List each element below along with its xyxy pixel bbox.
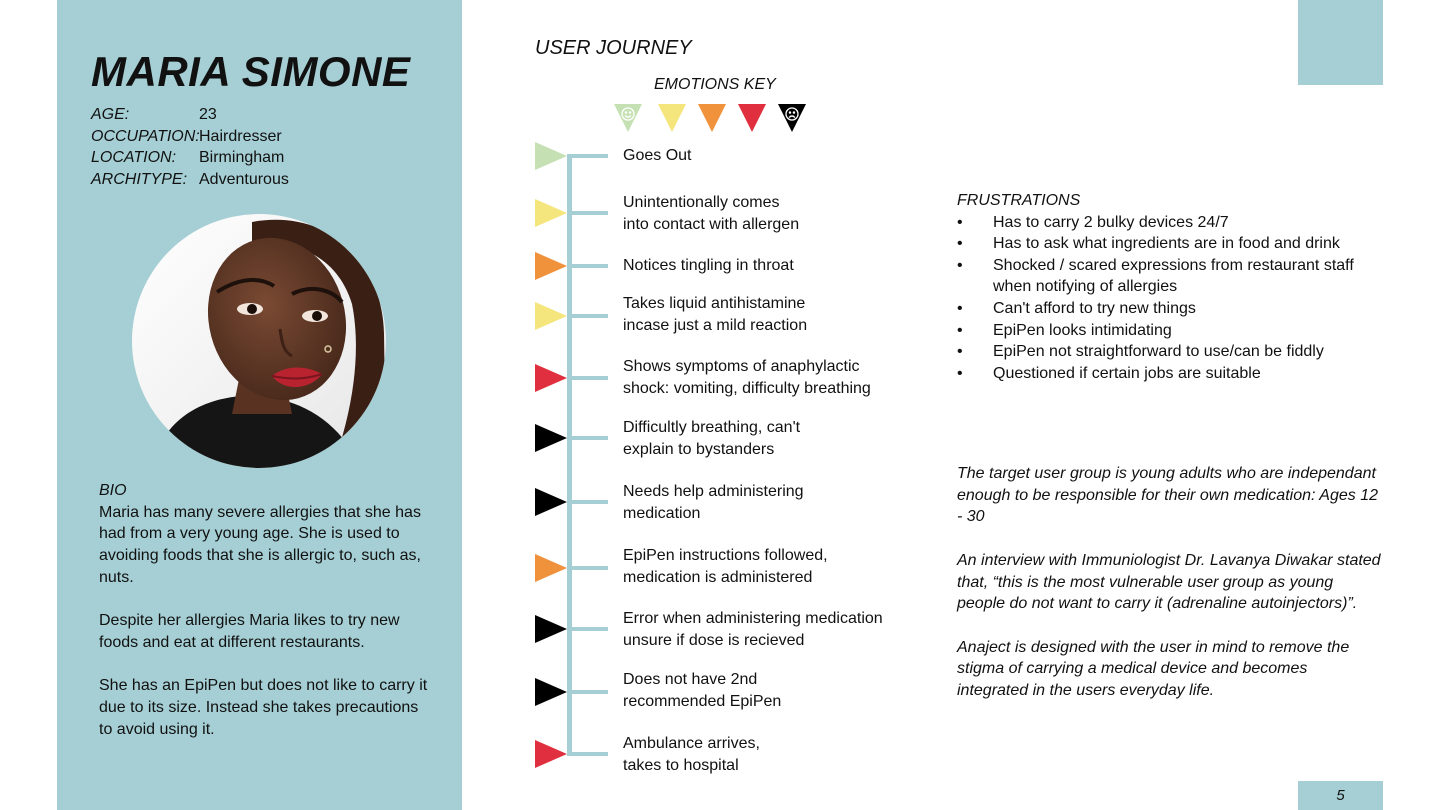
step-label: Error when administering medication unsure if dose is recieved [623,610,883,649]
info-value: Adventurous [199,171,289,189]
journey-timeline [567,154,572,755]
step-label: Unintentionally comes into contact with allergen [623,194,800,233]
step-label: Difficultly breathing, can't explain to bystanders [623,419,801,458]
frustrations-section [957,190,1377,384]
info-label: LOCATION: [91,149,177,167]
step-label: Needs help administering medication [623,483,804,522]
step-label: Notices tingling in throat [623,257,794,274]
persona-info [91,104,289,191]
note-paragraph: The target user group is young adults who are independant enough to be responsible for their own medication: Ages 12 - 30 [957,465,1379,526]
emotion-key-flag [698,104,726,132]
emotions-key [614,102,810,136]
decorative-block [1298,0,1383,85]
note-paragraph: Anaject is designed with the user in mind to remove the stigma of carrying a medical device and becomes integrated in the users everyday life. [957,638,1350,699]
info-label: AGE: [91,106,130,123]
step-label: Does not have 2nd recommended EpiPen [623,671,782,710]
list-item: • Questioned if certain jobs are suitable [957,363,1377,385]
emotion-key-flag [658,104,686,132]
page-number: 5 [1298,781,1383,810]
emotion-flag [535,424,567,452]
emotion-flag [535,554,567,582]
emotion-flag [535,488,567,516]
info-row-occupation [91,126,289,148]
bio-paragraph: Maria has many severe allergies that she has had from a very young age. She is used to avoiding foods that she is allergic to, such as, nuts. [99,503,421,586]
step-label: Goes Out [623,147,692,164]
info-value: Hairdresser [199,127,282,145]
frustrations-heading: FRUSTRATIONS [957,192,1081,209]
user-journey-title: USER JOURNEY [535,37,692,59]
list-item: • EpiPen looks intimidating [957,320,1377,342]
list-item: • Has to ask what ingredients are in food and drink [957,233,1377,255]
info-value: Birmingham [199,149,285,167]
emotion-flag [535,302,567,330]
list-item: • Can't afford to try new things [957,298,1377,320]
list-item: • Has to carry 2 bulky devices 24/7 [957,212,1377,234]
persona-photo [132,214,386,468]
note-paragraph: An interview with Immuniologist Dr. Lavanya Diwakar stated that, “this is the most vulnerable user group as young people do not want to carry it (adrenaline autoinjectors)”. [957,551,1381,613]
bio-paragraph: She has an EpiPen but does not like to carry it due to its size. Instead she takes precautions to avoid using it. [99,677,428,738]
info-row-architype [91,169,289,191]
list-item: • Shocked / scared expressions from restaurant staff when notifying of allergies [957,255,1377,298]
emotion-flag [535,740,567,768]
emotion-flag [535,364,567,392]
step-label: Takes liquid antihistamine incase just a mild reaction [623,295,808,334]
bio-paragraph: Despite her allergies Maria likes to try new foods and eat at different restaurants. [99,612,400,651]
persona-name: MARIA SIMONE [91,48,411,95]
emotion-key-flag [738,104,766,132]
emotions-key-title: EMOTIONS KEY [654,76,776,93]
emotion-flag [535,615,567,643]
emotion-flag [535,678,567,706]
list-item: • EpiPen not straightforward to use/can be fiddly [957,341,1377,363]
info-row-age [91,104,289,126]
emotion-flag [535,252,567,280]
bio-heading: BIO [99,482,127,499]
step-label: Ambulance arrives, takes to hospital [623,735,760,774]
notes-section [957,463,1382,723]
info-label: OCCUPATION: [91,127,200,145]
emotion-flag [535,142,567,170]
frustrations-list [957,212,1377,385]
emotion-flag [535,199,567,227]
step-label: EpiPen instructions followed, medication is administered [623,547,828,586]
info-label: ARCHITYPE: [91,171,188,189]
step-label: Shows symptoms of anaphylactic shock: vomiting, difficulty breathing [623,358,871,397]
bio-section [99,480,429,762]
info-row-location [91,147,289,169]
info-value: 23 [199,106,217,123]
